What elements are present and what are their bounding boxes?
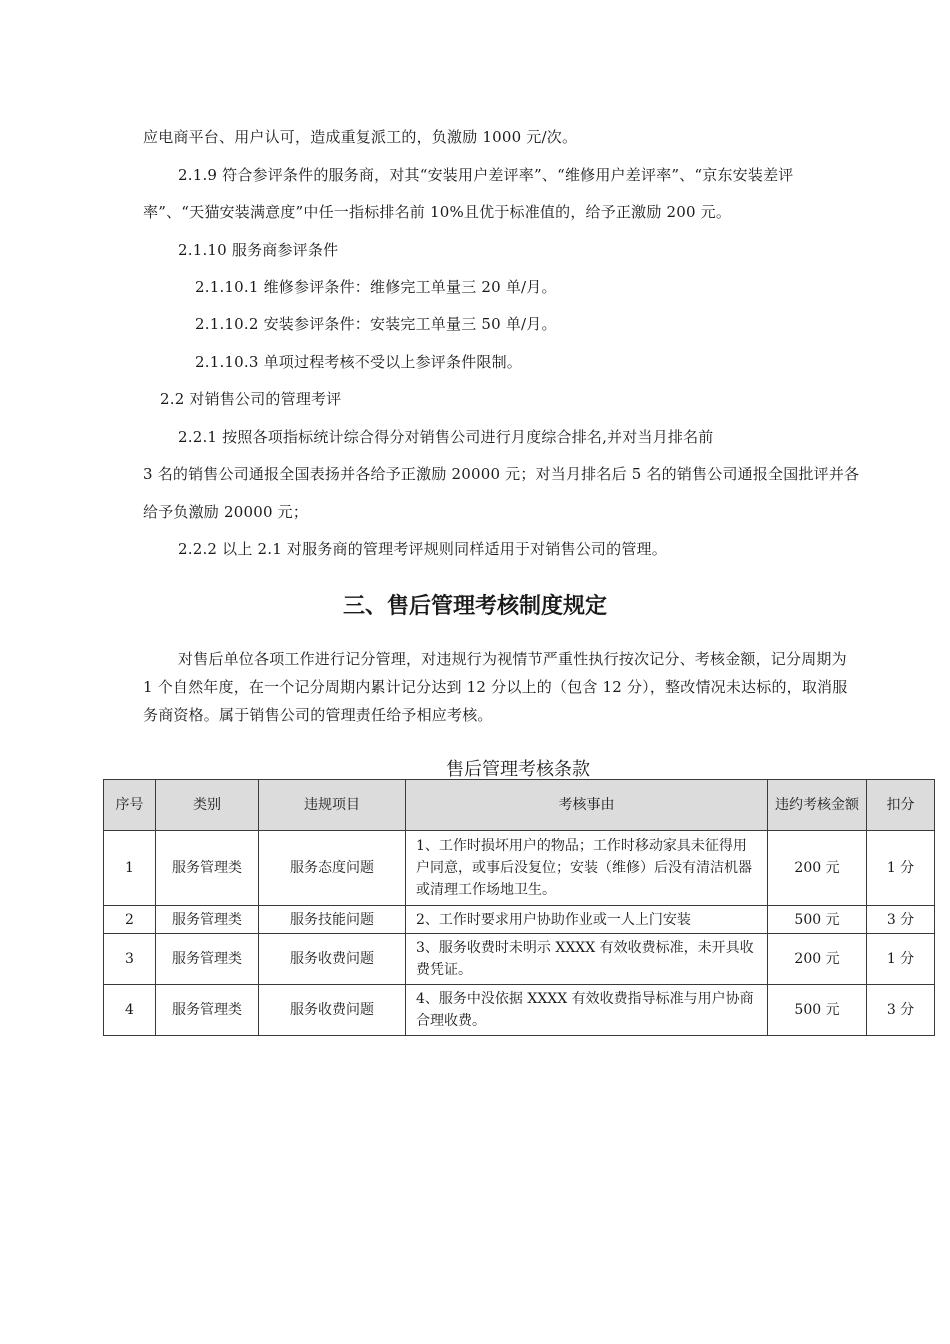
assessment-table — [103, 779, 935, 1036]
cell-points: 3 分 — [867, 906, 935, 934]
cell-amount: 500 元 — [768, 985, 867, 1036]
cell-reason: 3、服务收费时未明示 XXXX 有效收费标准，未开具收费凭证。 — [406, 934, 768, 985]
cell-category: 服务管理类 — [156, 934, 259, 985]
cell-points: 3 分 — [867, 985, 935, 1036]
cell-reason: 4、服务中没依据 XXXX 有效收费指导标准与用户协商合理收费。 — [406, 985, 768, 1036]
clause-2-2-2: 2.2.2 以上 2.1 对服务商的管理考评规则同样适用于对销售公司的管理。 — [178, 540, 667, 558]
cell-category: 服务管理类 — [156, 906, 259, 934]
table-caption: 售后管理考核条款 — [446, 759, 590, 780]
clause-2-1-10-1: 2.1.10.1 维修参评条件：维修完工单量三 20 单/月。 — [195, 278, 557, 296]
cell-reason: 2、工作时要求用户协助作业或一人上门安装 — [406, 906, 768, 934]
clause-2-2-1-line-3: 给予负激励 20000 元； — [143, 503, 309, 521]
header-amount: 违约考核金额 — [768, 780, 867, 831]
section-title: 三、售后管理考核制度规定 — [342, 594, 607, 619]
header-item: 违规项目 — [259, 780, 406, 831]
clause-2-2-1-line-2: 3 名的销售公司通报全国表扬并各给予正激励 20000 元；对当月排名后 5 名的销售公司通报全国批评并各 — [143, 465, 860, 483]
table-row — [104, 831, 935, 906]
cell-index: 1 — [104, 831, 156, 906]
clause-2-1-10-3: 2.1.10.3 单项过程考核不受以上参评条件限制。 — [195, 353, 522, 371]
header-points: 扣分 — [867, 780, 935, 831]
cell-category: 服务管理类 — [156, 831, 259, 906]
clause-2-2-1-line-1: 2.2.1 按照各项指标统计综合得分对销售公司进行月度综合排名,并对当月排名前 — [178, 428, 714, 446]
cell-amount: 200 元 — [768, 831, 867, 906]
cell-item: 服务收费问题 — [259, 934, 406, 985]
body-line-1: 应电商平台、用户认可，造成重复派工的，负激励 1000 元/次。 — [143, 128, 578, 146]
clause-2-1-10-2: 2.1.10.2 安装参评条件：安装完工单量三 50 单/月。 — [195, 315, 557, 333]
clause-2-2-heading: 2.2 对销售公司的管理考评 — [160, 390, 342, 408]
paragraph-line-1: 对售后单位各项工作进行记分管理，对违规行为视情节严重性执行按次记分、考核金额，记分周期为 — [178, 650, 847, 668]
header-index: 序号 — [104, 780, 156, 831]
header-category: 类别 — [156, 780, 259, 831]
cell-reason: 1、工作时损坏用户的物品；工作时移动家具未征得用户同意，或事后没复位；安装（维修）后没有清洁机器或清理工作场地卫生。 — [406, 831, 768, 906]
cell-amount: 200 元 — [768, 934, 867, 985]
cell-points: 1 分 — [867, 831, 935, 906]
paragraph-line-3: 务商资格。属于销售公司的管理责任给予相应考核。 — [143, 706, 493, 724]
cell-category: 服务管理类 — [156, 985, 259, 1036]
cell-index: 4 — [104, 985, 156, 1036]
clause-2-1-9-line-2: 率”、“天猫安装满意度”中任一指标排名前 10%且优于标准值的，给予正激励 200 元。 — [143, 203, 732, 221]
table-row — [104, 906, 935, 934]
clause-2-1-9-line-1: 2.1.9 符合参评条件的服务商，对其“安装用户差评率”、“维修用户差评率”、“京东安装差评 — [178, 166, 794, 184]
cell-item: 服务态度问题 — [259, 831, 406, 906]
paragraph-line-2: 1 个自然年度，在一个记分周期内累计记分达到 12 分以上的（包含 12 分），整改情况未达标的，取消服 — [143, 678, 848, 696]
cell-item: 服务技能问题 — [259, 906, 406, 934]
cell-index: 2 — [104, 906, 156, 934]
table-row — [104, 985, 935, 1036]
cell-index: 3 — [104, 934, 156, 985]
table-header-row — [104, 780, 935, 831]
clause-2-1-10-heading: 2.1.10 服务商参评条件 — [178, 241, 339, 259]
cell-amount: 500 元 — [768, 906, 867, 934]
table-row — [104, 934, 935, 985]
cell-points: 1 分 — [867, 934, 935, 985]
cell-item: 服务收费问题 — [259, 985, 406, 1036]
header-reason: 考核事由 — [406, 780, 768, 831]
